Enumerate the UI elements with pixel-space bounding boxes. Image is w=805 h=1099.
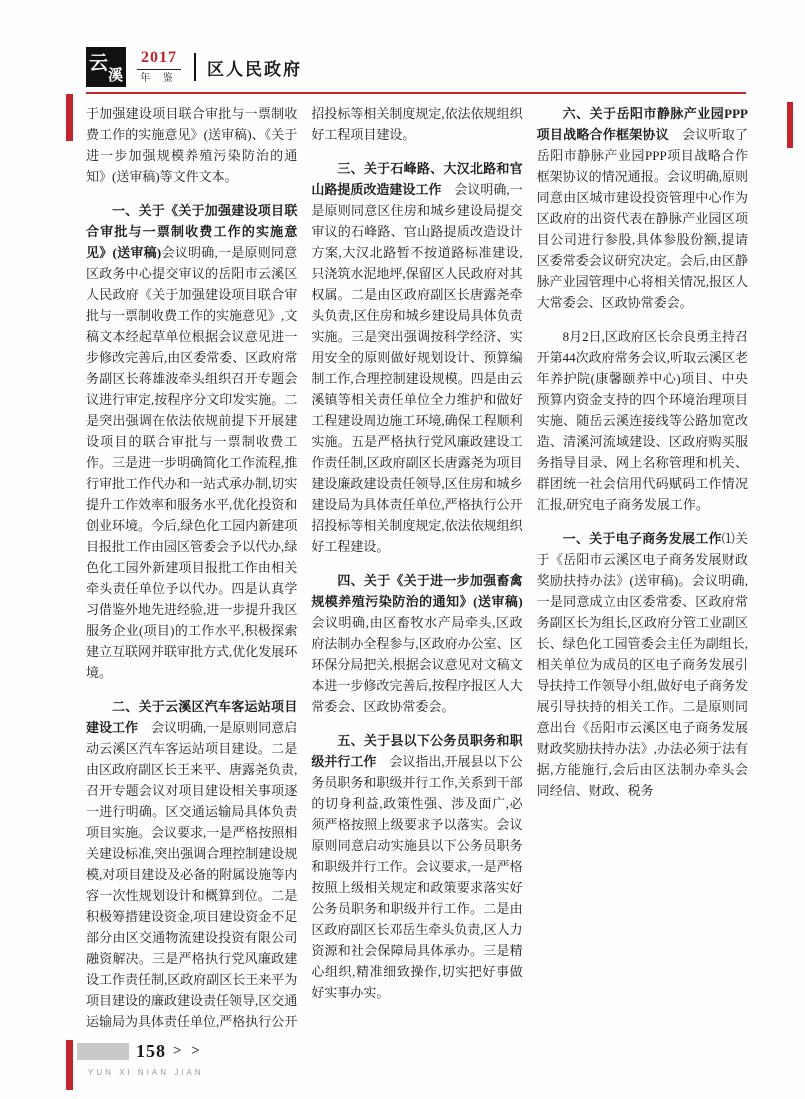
logo-char-top: 云 <box>89 53 109 74</box>
paragraph-body: ⑴关于《岳阳市云溪区电子商务发展财政奖励扶持办法》(送审稿)。会议明确,一是同意成立由区委常委、区政府常务副区长为组长,区政府分管工业副区长、绿色化工园管委会主任为副组长,相关单位为成员的区电子商务发展引导扶持工作领导小组,做好电子商务发展引导扶持的相关工作。二是原则同意出台《岳阳市云溪区电子商务发展财政奖励扶持办法》,办法必须于法有据,方能施行,会后由区法制办牵头会同经信、财政、税务 <box>536 531 748 798</box>
paragraph-lead: 二、关于云溪区汽车客运站项目建设工作 <box>86 699 298 735</box>
paragraph-body: 会议明确,一是原则同意区住房和城乡建设局提交审议的石峰路、官山路提质改造设计方案,大汉北路暂不按道路标准建设,只浇筑水泥地坪,保留区人民政府对其权属。二是由区政府副区长唐露尧牵头负责,区住房和城乡建设局具体负责实施。三是突出强调按科学经济、实用安全的原则做好规划设计、预算编制工作,合理控制建设规模。四是由云溪镇等相关责任单位全力维护和做好工程建设周边施工环境,确保工程顺利实施。五是严格执行党风廉政建设工作责任制,区政府副区长唐露尧为项目建设廉政建设责任领导,区住房和城乡建设局为具体责任单位,严格执行公开招投标等相关制度规定,依法依规组织好工程建设。 <box>311 182 523 554</box>
footer-caption: YUN XI NIAN JIAN <box>88 1068 204 1077</box>
page-footer <box>77 1041 203 1062</box>
paragraph-lead: 三、关于石峰路、大汉北路和官山路提质改造建设工作 <box>311 161 523 197</box>
paragraph-body: 会议明确,一是原则同意区政务中心提交审议的岳阳市云溪区人民政府《关于加强建设项目联合审批与一票制收费工作的实施意见》,文稿文本经起草单位根据会议意见进一步修改完善后,由区委常委、区政府常务副区长蒋雄波牵头组织召开专题会议进行审定,按程序分文印发实施。二是突出强调在依法依规前提下开展建设项目的联合审批与一票制收费工作。三是进一步明确简化工作流程,推行审批工作代办和一站式承办制,切实提升工作效率和服务水平,优化投资和创业环境。今后,绿色化工园内新建项目报批工作由园区管委会予以代办,绿色化工园外新建项目报批工作由相关牵头责任单位予以代办。四是认真学习借鉴外地先进经验,进一步提升我区服务企业(项目)的工作水平,积极探索建立互联网并联审批方式,优化发展环境。 <box>86 245 298 680</box>
paragraph-body: 会议听取了岳阳市静脉产业园PPP项目战略合作框架协议的情况通报。会议明确,原则同意由区城市建设投资管理中心作为区政府的出资代表在静脉产业园区项目公司进行参股,具体参股份额,提请区委常委会议研究决定。会后,由区静脉产业园管理中心将相关情况,报区人大常委会、区政协常委会。 <box>536 127 748 310</box>
paragraph-item-5 <box>311 730 522 1003</box>
paragraph-item-ecommerce <box>537 528 748 801</box>
paragraph-body: 于加强建设项目联合审批与一票制收费工作的实施意见》(送审稿)、《关于进一步加强规模养殖污染防治的通知》(送审稿)等文件文本。 <box>86 106 298 184</box>
paragraph-lead: 六、关于岳阳市静脉产业园PPP项目战略合作框架协议 <box>536 106 748 142</box>
paragraph-item-3 <box>311 158 522 557</box>
red-edge-mark-top-left <box>66 94 73 141</box>
paragraph-body: 8月2日,区政府区长佘良勇主持召开第44次政府常务会议,听取云溪区老年养护院(康馨颐养中心)项目、中央预算内资金支持的四个环境治理项目实施、随岳云溪连接线等公路加宽改造、清溪河流域建设、区政府购买服务指导目录、网上名称管理和机关、群团统一社会信用代码赋码工作情况汇报,研究电子商务发展工作。 <box>536 329 748 512</box>
paragraph-continuation <box>86 103 297 187</box>
yearbook-label: 年 鉴 <box>140 73 178 84</box>
year-text: 2017 <box>141 49 177 66</box>
paragraph-body: 会议明确,一是原则同意启动云溪区汽车客运站项目建设。二是由区政府副区长王来平、唐露尧负责,召开专题会议对项目建设相关事项逐一进行明确。区交通运输局具体负责项目实施。会议要求,一是严格按照相关建设标准,突出强调合理控制建设规模,对项目建设及必备的附属设施等内容一次性规划设计和概算到位。二是积极筹措建设资金,项目建设资金不足部分由区交通物流建设投资有限公司融资解决。三是严格执行党风廉政建设工作责任制,区政府副区长王来平为项目建设的廉政建设责任领导,区交通运输局为具体责任单位,严格执行公开招投标等相关制度规定,依法依规组织好工程项目建设。 <box>86 106 523 1029</box>
logo-char-bottom: 溪 <box>107 68 123 84</box>
paragraph-lead: 五、关于县以下公务员职务和职级并行工作 <box>311 733 523 769</box>
section-title: 区人民政府 <box>207 59 302 79</box>
page-arrows-icon: > > <box>173 1043 203 1059</box>
paragraph-item-4 <box>311 570 522 717</box>
paragraph-lead: 四、关于《关于进一步加强畜禽规模养殖污染防治的通知》(送审稿) <box>311 573 523 609</box>
page-header <box>86 45 302 89</box>
paragraph-item-6 <box>537 103 748 313</box>
yearbook-logo <box>86 47 126 87</box>
year-divider <box>137 69 181 70</box>
paragraph-lead: 一、关于电子商务发展工作 <box>562 531 722 546</box>
footer-gray-box <box>77 1043 129 1060</box>
red-edge-mark-bottom-left <box>66 1040 73 1090</box>
header-red-rule <box>86 92 746 94</box>
article-columns <box>86 103 748 1041</box>
paragraph-body: 会议指出,开展县以下公务员职务和职级并行工作,关系到干部的切身利益,政策性强、涉及面广,必须严格按照上级要求予以落实。会议原则同意启动实施县以下公务员职务和职级并行工作。会议要求,一是严格按照上级相关规定和政策要求落实好公务员职务和职级并行工作。二是由区政府副区长邓岳生牵头负责,区人力资源和社会保障局具体承办。三是精心组织,精准细致操作,切实把好事做好实事办实。 <box>311 754 523 1000</box>
paragraph-item-1 <box>86 200 297 683</box>
page-number: 158 <box>136 1041 166 1061</box>
paragraph-lead: 一、关于《关于加强建设项目联合审批与一票制收费工作的实施意见》(送审稿) <box>86 203 298 260</box>
year-block <box>135 49 183 85</box>
paragraph-meeting-aug2 <box>537 326 748 515</box>
red-edge-mark-top-right <box>787 102 793 148</box>
paragraph-body: 会议明确,由区畜牧水产局牵头,区政府法制办全程参与,区政府办公室、区环保分局把关,根据会议意见对文稿文本进一步修改完善后,按程序报区人大常委会、区政协常委会。 <box>311 615 523 714</box>
header-vertical-divider <box>194 53 196 81</box>
